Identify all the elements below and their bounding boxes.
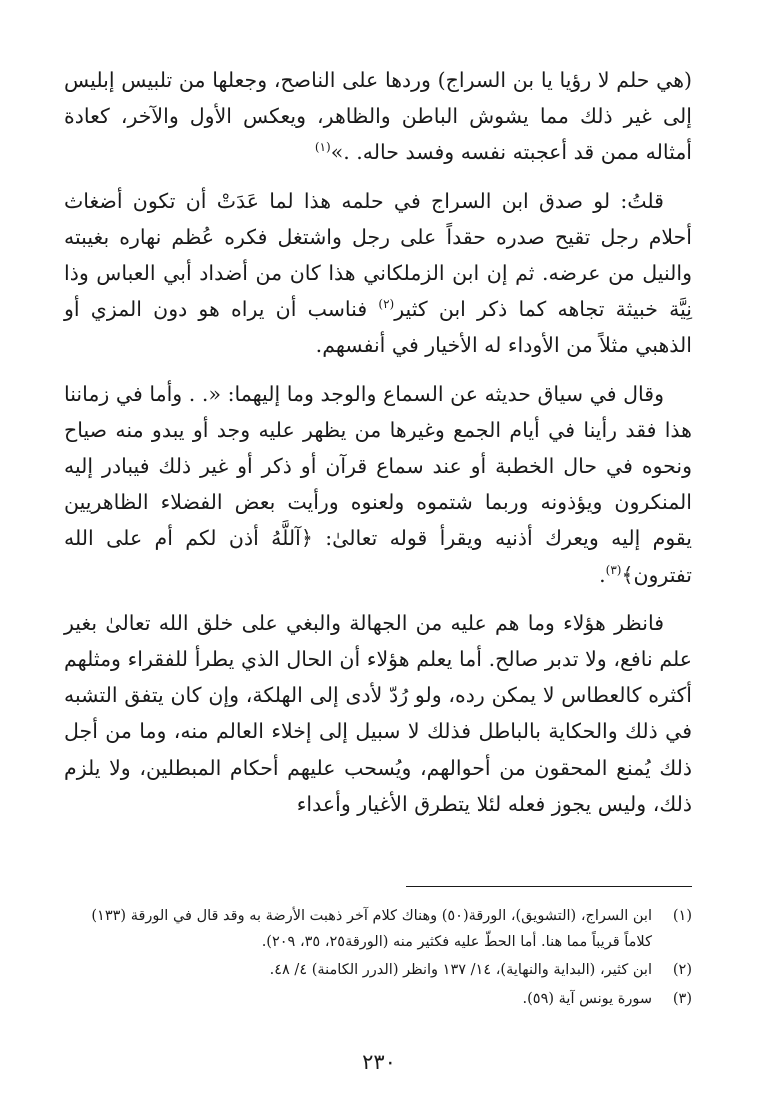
paragraph-3-text: وقال في سياق حديثه عن السماع والوجد وما إليهما: «. . وأما في زماننا هذا فقد رأينا في أيام الجمع وغيرها من يظهر عليه وجد أو يبدو منه صياح ونحوه في حال الخطبة أو عند سماع قرآن أو ذكر أو غير ذلك فيبادر إليه المنكرون ويؤذونه وربما شتموه ولعنوه ورأيت بعض الفضلاء الظاهريين يقوم إليه ويعرك أذنيه ويقرأ قوله تعالىٰ: ﴿آللَّهُ أذن لكم أم على الله تفترون﴾ [64, 381, 692, 587]
footnote-text: سورة يونس آية (٥٩). [522, 990, 652, 1007]
footnote-ref-1: (١) [314, 140, 331, 155]
paragraph-3 [64, 376, 692, 593]
footnote-number: (١) [672, 908, 692, 924]
paragraph-2-tail: فناسب أن يراه هو دون المزي أو الذهبي مثلاً من الأوداء له الأخيار في أنفسهم. [64, 297, 692, 358]
footnote-1 [64, 904, 692, 955]
footnotes [64, 904, 692, 1015]
footnote-separator [406, 886, 692, 887]
paragraph-2 [64, 183, 692, 364]
footnote-ref-3: (٣) [605, 562, 622, 577]
paragraph-1 [64, 62, 692, 171]
paragraph-3-end: . [599, 562, 606, 587]
footnote-number: (٢) [672, 962, 692, 978]
footnote-ref-2: (٢) [378, 297, 395, 312]
footnote-3 [64, 987, 692, 1013]
paragraph-4 [64, 605, 692, 822]
paragraph-4-text: فانظر هؤلاء وما هم عليه من الجهالة والبغي على خلق الله تعالىٰ بغير علم نافع، ولا تدبر صالح. أما يعلم هؤلاء أن الحال الذي يطرأ للفقراء ومثلهم أكثره كالعطاس لا يمكن رده، ولو رُدّ لأدى إلى الهلكة، وإن كان يتفق التشبه في ذلك والحكاية بالباطل فذلك لا سبيل إلى إخلاء العالم منه، وما من أجل ذلك يُمنع المحقون من أحوالهم، ويُسحب عليهم أحكام المبطلين، ولا يلزم ذلك، وليس يجوز فعله لئلا يتطرق الأغيار وأعداء [64, 610, 692, 816]
footnote-text: ابن كثير، (البداية والنهاية)، ١٤/ ١٣٧ وانظر (الدرر الكامنة) ٤/ ٤٨. [269, 962, 652, 978]
paragraph-2-text: قلتُ: لو صدق ابن السراج في حلمه هذا لما عَدَتْ أن تكون أضغاث أحلام رجل تقيح صدره حقداً على رجل واشتغل فكره عُظم نهاره بغيبته والنيل من عرضه. ثم إن ابن الزملكاني هذا كان من أضداد أبي العباس وذا نِيَّة خبيثة تجاهه كما ذكر ابن كثير [64, 188, 692, 322]
main-text [64, 62, 692, 834]
footnote-text: ابن السراج، (التشويق)، الورقة(٥٠) وهناك كلام آخر ذهبت الأرضة به وقد قال في الورقة (١٣٣) كلاماً قريباً مما هنا. أما الحطّ عليه فكثير منه (الورقة٢٥، ٣٥، ٢٠٩). [91, 908, 652, 950]
footnote-number: (٣) [672, 990, 692, 1007]
page-number: ٢٣٠ [362, 1050, 396, 1074]
footnote-2 [64, 958, 692, 984]
paragraph-1-text: (هي حلم لا رؤيا يا بن السراج) وردها على الناصح، وجعلها من تلبيس إبليس إلى غير ذلك مما يشوش الباطن والظاهر، ويعكس الأول والآخر، كعادة أمثاله ممن قد أعجبته نفسه وفسد حاله. .» [64, 68, 692, 165]
